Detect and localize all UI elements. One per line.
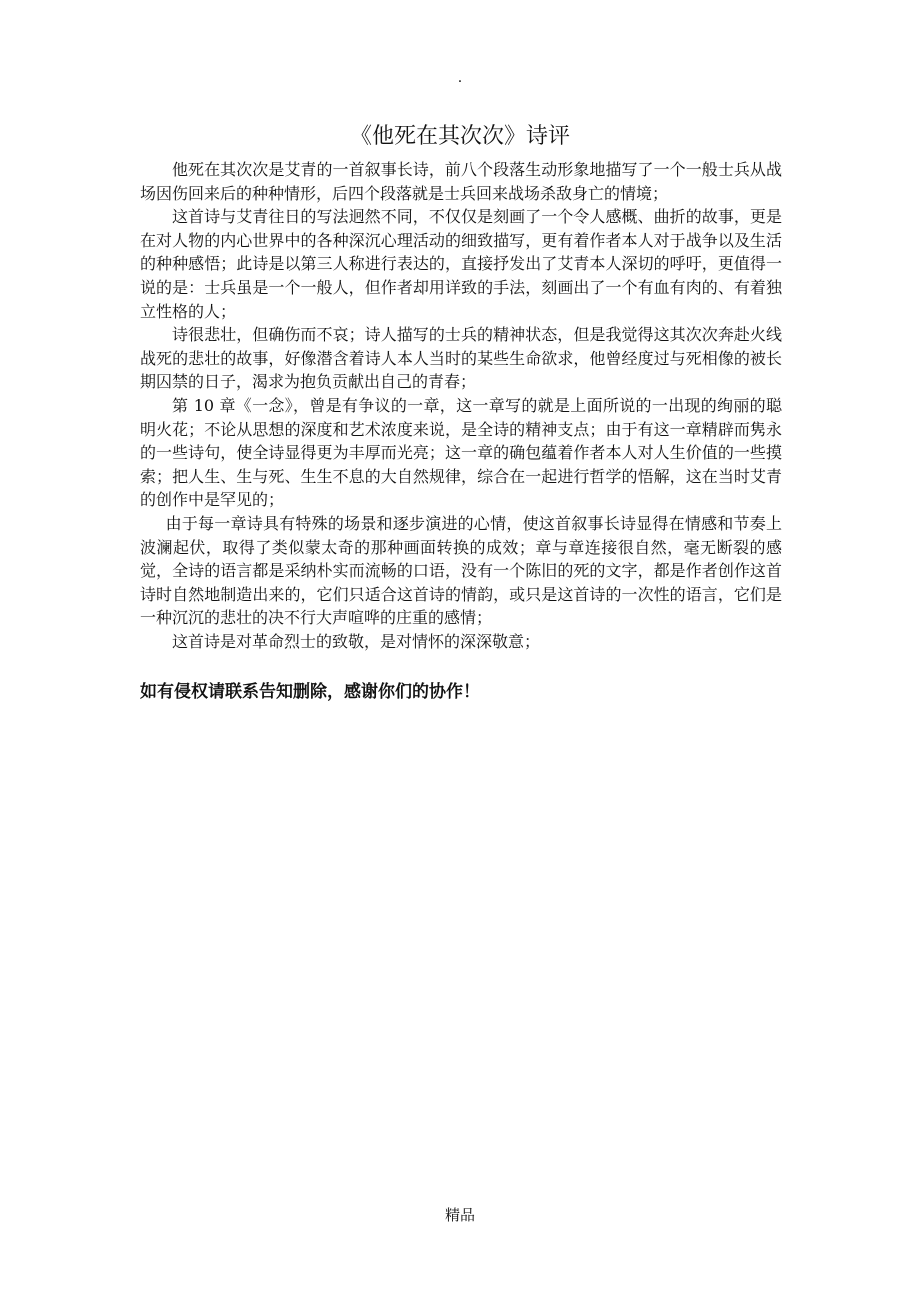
paragraph-tragedy: 诗很悲壮，但确伤而不哀；诗人描写的士兵的精神状态，但是我觉得这其次次奔赴火线战死的悲壮的故事，好像潜含着诗人本人当时的某些生命欲求，他曾经度过与死相像的被长期囚禁的日子，渴求为抱负贡献出自己的青春； xyxy=(140,325,782,392)
document-body xyxy=(140,158,782,653)
page-footer: 精品 xyxy=(444,1206,475,1224)
paragraph-chapter-10: 第 10 章《一念》，曾是有争议的一章，这一章写的就是上面所说的一出现的绚丽的聪明火花；不论从思想的深度和艺术浓度来说，是全诗的精神支点；由于有这一章精辟而隽永的一些诗句，使全诗显得更为丰厚而光亮；这一章的确包蕴着作者本人对人生价值的一些摸索；把人生、生与死、生生不息的大自然规律，综合在一起进行哲学的悟解，这在当时艾青的创作中是罕见的； xyxy=(140,395,782,510)
header-mark: . xyxy=(457,70,463,86)
document-title: 《他死在其次次》诗评 xyxy=(349,124,570,149)
copyright-disclaimer: 如有侵权请联系告知删除，感谢你们的协作！ xyxy=(140,682,480,702)
paragraph-structure: 由于每一章诗具有特殊的场景和逐步演进的心情，使这首叙事长诗显得在情感和节奏上波澜起伏，取得了类似蒙太奇的那种画面转换的成效；章与章连接很自然，毫无断裂的感觉，全诗的语言都是采纳朴实而流畅的口语，没有一个陈旧的死的文字，都是作者创作这首诗时自然地制造出来的，它们只适合这首诗的情韵，或只是这首诗的一次性的语言，它们是一种沉沉的悲壮的决不行大声喧哗的庄重的感情； xyxy=(140,513,782,628)
paragraph-intro: 他死在其次次是艾青的一首叙事长诗，前八个段落生动形象地描写了一个一般士兵从战场因伤回来后的种种情形，后四个段落就是士兵回来战场杀敌身亡的情境； xyxy=(140,160,782,203)
paragraph-style: 这首诗与艾青往日的写法迥然不同，不仅仅是刻画了一个令人感概、曲折的故事，更是在对人物的内心世界中的各种深沉心理活动的细致描写，更有着作者本人对于战争以及生活的种种感悟；此诗是以第三人称进行表达的，直接抒发出了艾青本人深切的呼吁，更值得一说的是：士兵虽是一个一般人，但作者却用详致的手法，刻画出了一个有血有肉的、有着独立性格的人； xyxy=(140,207,782,321)
paragraph-conclusion: 这首诗是对革命烈士的致敬，是对情怀的深深敬意； xyxy=(172,631,541,651)
